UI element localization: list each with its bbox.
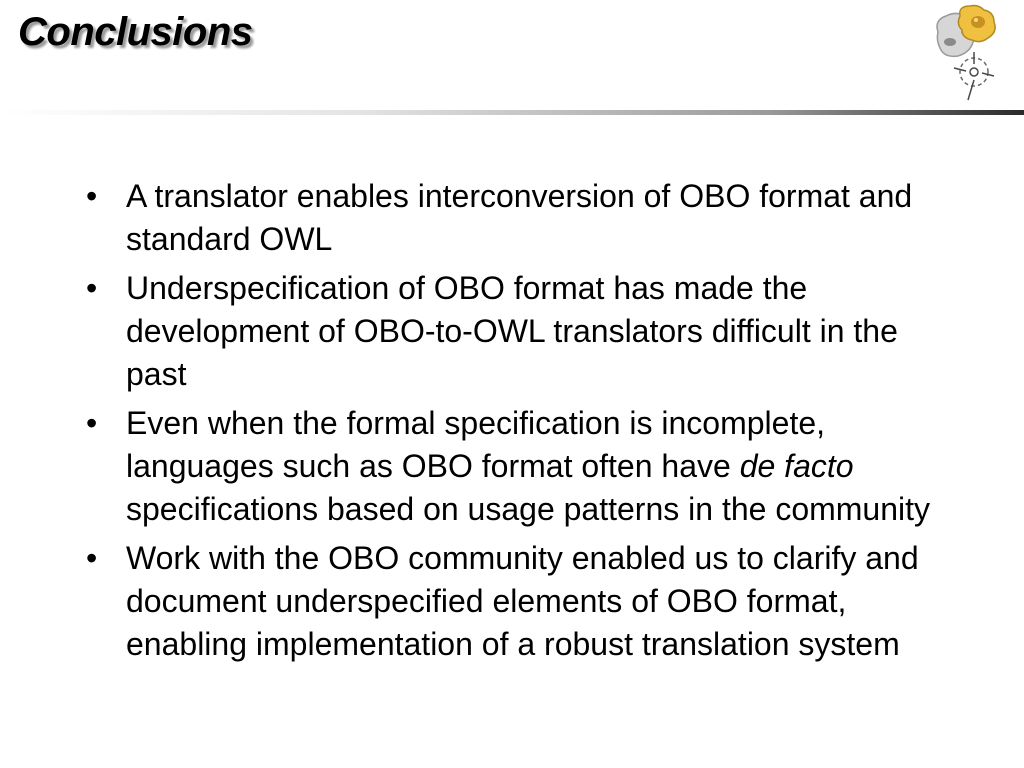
bullet-text-before: Even when the formal specification is incomplete, languages such as OBO format often have	[126, 405, 826, 484]
bullet-item	[86, 537, 966, 666]
bullet-dot-icon: •	[86, 270, 98, 306]
bullet-dot-icon: •	[86, 540, 98, 576]
bullet-dot-icon: •	[86, 405, 98, 441]
bullet-item	[86, 175, 966, 261]
bullet-text: A translator enables interconversion of OBO format and standard OWL	[126, 178, 913, 257]
bullet-emphasis: de facto	[739, 448, 854, 484]
cell-microscope-logo-icon	[928, 2, 1008, 106]
bullet-item	[86, 402, 966, 531]
bullet-text: Work with the OBO community enabled us to clarify and document underspecified elements of OBO format, enabling implementation of a robust translation system	[126, 540, 919, 662]
bullet-dot-icon: •	[86, 178, 98, 214]
bullet-list	[86, 175, 966, 672]
title-divider	[0, 110, 1024, 115]
bullet-item	[86, 267, 966, 396]
bullet-text: Underspecification of OBO format has made the development of OBO-to-OWL translators difficult in the past	[126, 270, 898, 392]
bullet-text-after: specifications based on usage patterns in the community	[126, 491, 931, 527]
slide-title: Conclusions	[18, 10, 253, 54]
